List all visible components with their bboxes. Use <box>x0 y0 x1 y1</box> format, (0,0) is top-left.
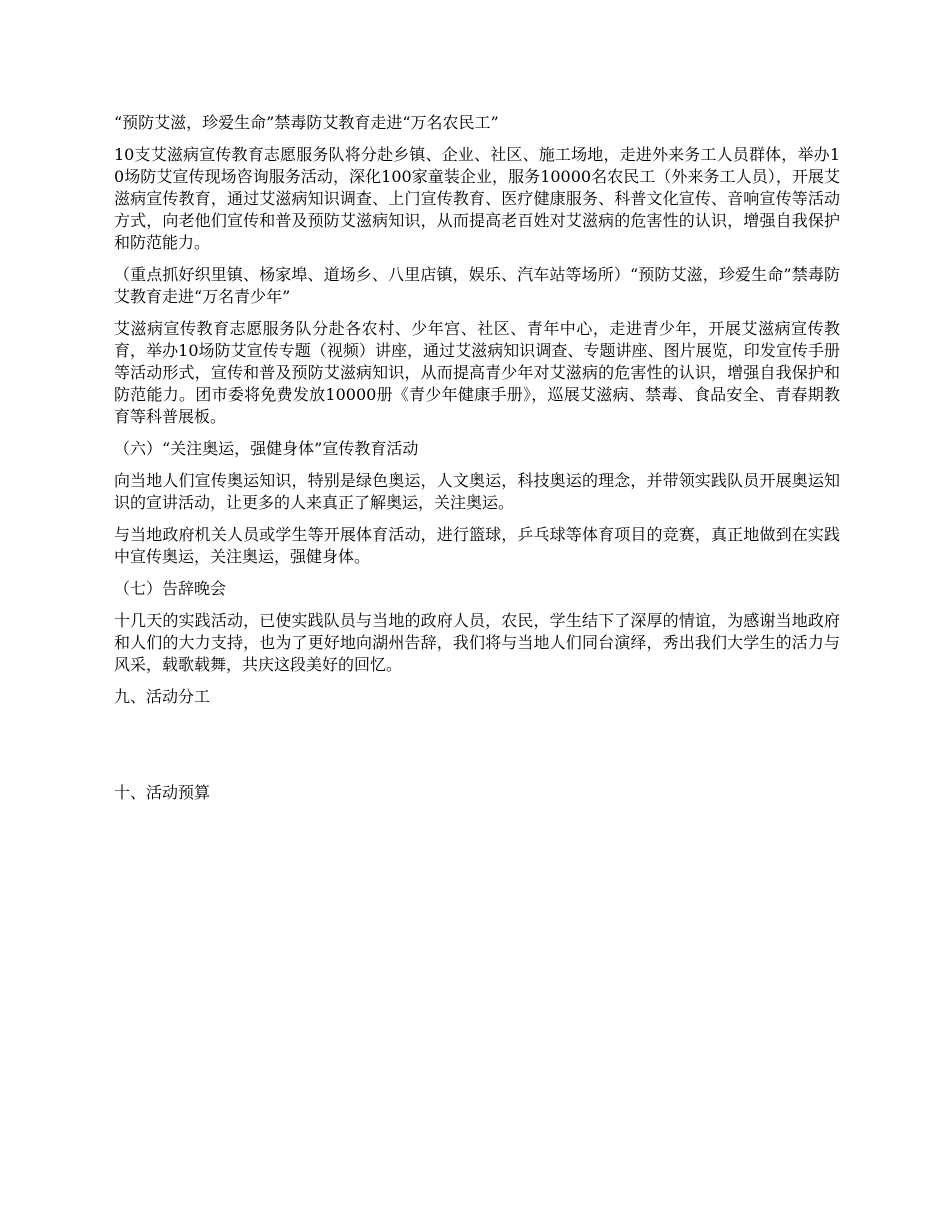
paragraph-aids-youth-heading: （重点抓好织里镇、杨家埠、道场乡、八里店镇，娱乐、汽车站等场所）“预防艾滋，珍爱生命”禁毒防艾教育走进“万名青少年” <box>114 265 840 306</box>
paragraph-olympics-sports: 与当地政府机关人员或学生等开展体育活动，进行篮球，乒乓球等体育项目的竞赛，真正地做到在实践中宣传奥运，关注奥运，强健身体。 <box>114 525 840 566</box>
paragraph-farewell-heading: （七）告辞晚会 <box>114 579 227 598</box>
section-ten-heading: 十、活动预算 <box>114 783 211 802</box>
paragraph-olympics-heading: （六）“关注奥运，强健身体”宣传教育活动 <box>114 439 419 458</box>
paragraph-farewell-body: 十几天的实践活动，已使实践队员与当地的政府人员，农民，学生结下了深厚的情谊，为感谢当地政府和人们的大力支持，也为了更好地向湖州告辞，我们将与当地人们同台演绎，秀出我们大学生的活力与风采，载歌载舞，共庆这段美好的回忆。 <box>114 611 840 674</box>
blank-space <box>114 718 840 782</box>
paragraph-aids-youth-body: 艾滋病宣传教育志愿服务队分赴各农村、少年宫、社区、青年中心，走进青少年，开展艾滋病宣传教育，举办10场防艾宣传专题（视频）讲座，通过艾滋病知识调查、专题讲座、图片展览，印发宣传手册等活动形式，宣传和普及预防艾滋病知识，从而提高青少年对艾滋病的危害性的认识，增强自我保护和防范能力。团市委将免费发放10000册《青少年健康手册》，巡展艾滋病、禁毒、食品安全、青春期教育等科普展板。 <box>114 319 840 426</box>
section-nine-heading: 九、活动分工 <box>114 687 211 706</box>
paragraph-olympics-knowledge: 向当地人们宣传奥运知识，特别是绿色奥运，人文奥运，科技奥运的理念，并带领实践队员开展奥运知识的宣讲活动，让更多的人来真正了解奥运，关注奥运。 <box>114 471 840 512</box>
document-body <box>114 112 840 814</box>
paragraph-aids-migrant-workers-body: 10支艾滋病宣传教育志愿服务队将分赴乡镇、企业、社区、施工场地，走进外来务工人员群体，举办10场防艾宣传现场咨询服务活动，深化100家童装企业，服务10000名农民工（外来务工人员），开展艾滋病宣传教育，通过艾滋病知识调查、上门宣传教育、医疗健康服务、科普文化宣传、音响宣传等活动方式，向老他们宣传和普及预防艾滋病知识，从而提高老百姓对艾滋病的危害性的认识，增强自我保护和防范能力。 <box>114 145 840 252</box>
paragraph-aids-migrant-workers-heading: “预防艾滋，珍爱生命”禁毒防艾教育走进“万名农民工” <box>114 113 499 132</box>
